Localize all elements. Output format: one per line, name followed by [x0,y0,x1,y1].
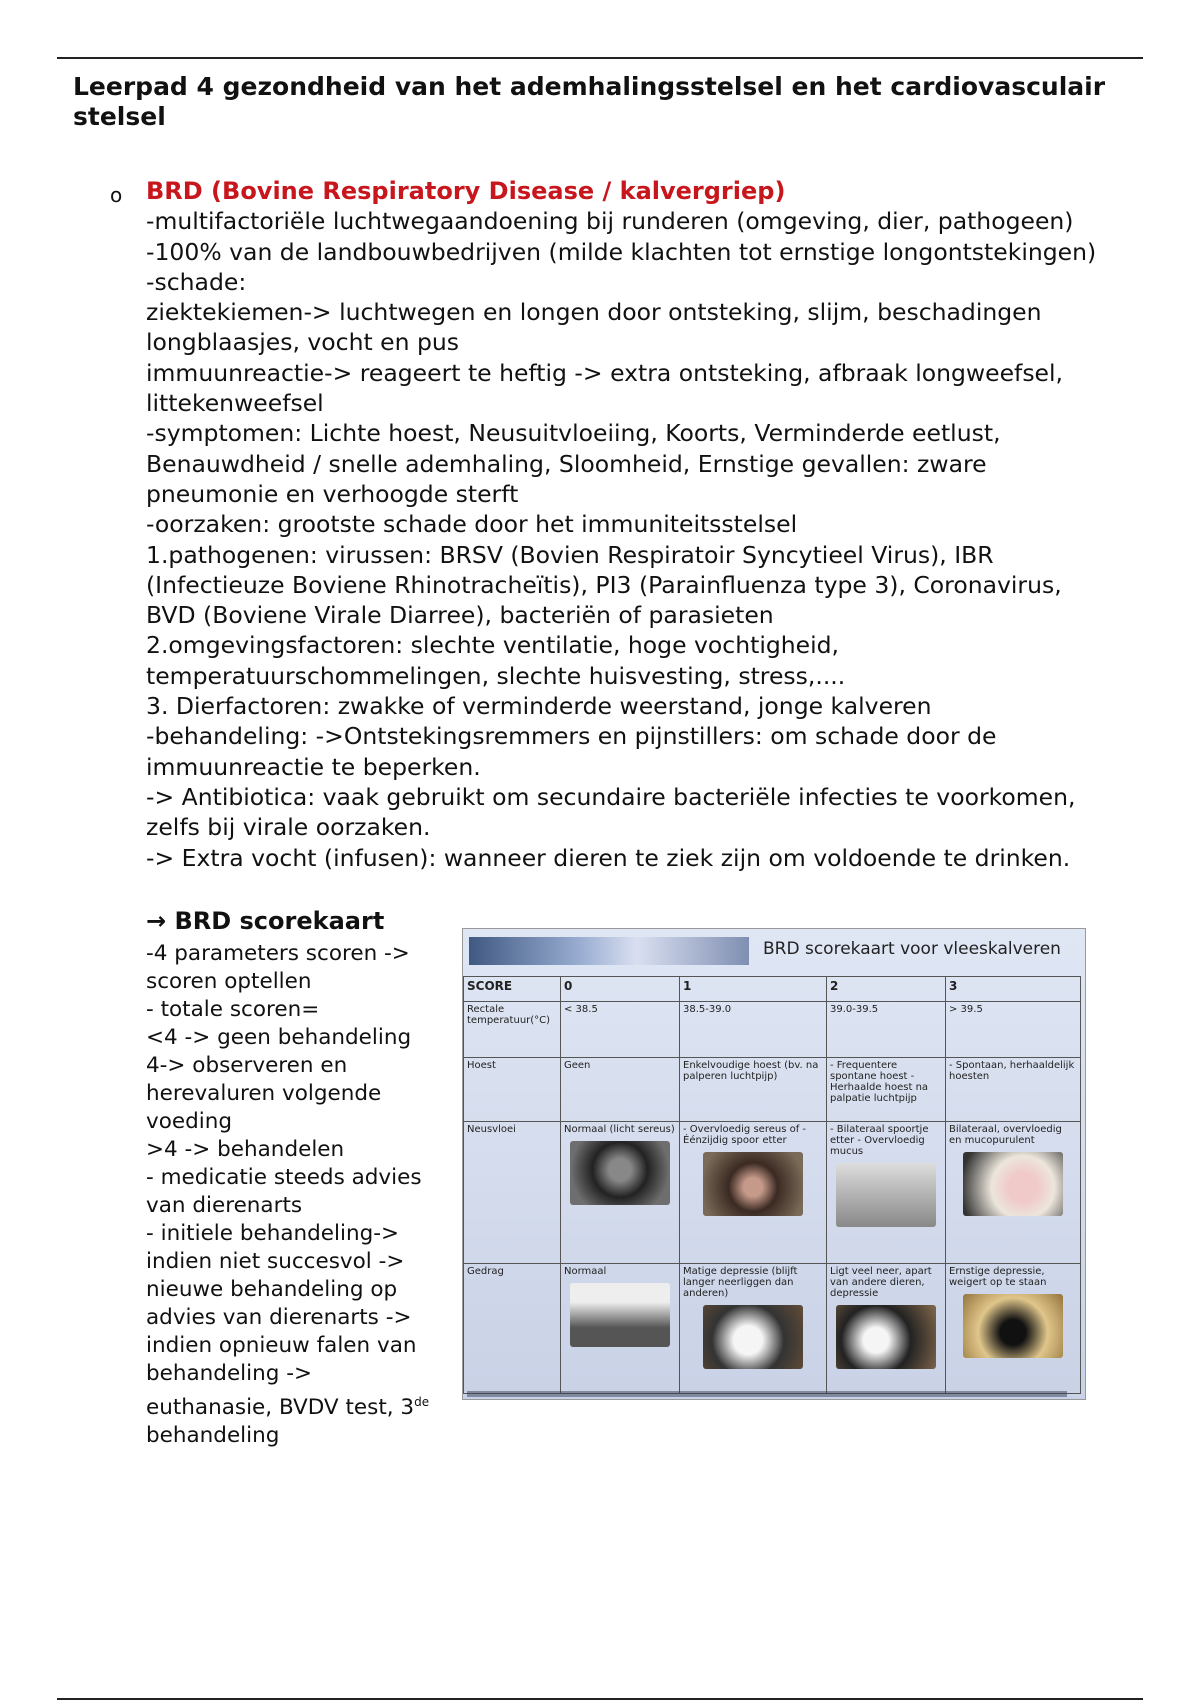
body-line: -oorzaken: grootste schade door het immuniteitsstelsel [146,510,798,539]
body-line: BVD (Boviene Virale Diarree), bacteriën of parasieten [146,601,774,630]
table-header-cell: 2 [827,977,946,1002]
table-header-cell: SCORE [464,977,561,1002]
scorecard-image-header [463,929,1085,973]
table-cell: Normaal [561,1264,680,1394]
logo-banner [469,937,749,965]
calf-photo [963,1294,1063,1358]
table-cell: 38.5-39.0 [680,1002,827,1058]
body-line: -symptomen: Lichte hoest, Neusuitvloeiing, Koorts, Verminderde eetlust, [146,419,1001,448]
table-row-label: Rectale temperatuur(°C) [464,1002,561,1058]
table-row [464,1122,1081,1264]
note-line: indien opnieuw falen van [146,1333,417,1358]
note-line: advies van dierenarts -> [146,1305,412,1330]
superscript: de [414,1395,430,1409]
note-line: -4 parameters scoren -> [146,941,410,966]
table-cell: 39.0-39.5 [827,1002,946,1058]
table-cell: Geen [561,1058,680,1122]
table-row-label: Neusvloei [464,1122,561,1264]
table-row [464,1002,1081,1058]
table-cell: Matige depressie (blijft langer neerliggen dan anderen) [680,1264,827,1394]
body-line: -schade: [146,267,247,296]
body-line: zelfs bij virale oorzaken. [146,813,431,842]
table-row [464,1264,1081,1394]
note-line: - initiele behandeling-> [146,1221,400,1246]
note-line: behandeling [146,1423,280,1449]
table-cell: - Overvloedig sereus of - Éénzijdig spoor etter [680,1122,827,1264]
table-cell: Enkelvoudige hoest (bv. na palperen luchtpijp) [680,1058,827,1122]
section-title: BRD (Bovine Respiratory Disease / kalvergriep) [146,177,786,205]
calf-photo [570,1141,670,1205]
table-row [464,1058,1081,1122]
body-line: -> Extra vocht (infusen): wanneer dieren te ziek zijn om voldoende te drinken. [146,843,1071,872]
note-line: herevaluren volgende [146,1081,382,1106]
body-line: 1.pathogenen: virussen: BRSV (Bovien Respiratoir Syncytieel Virus), IBR [146,540,994,569]
section-body [146,206,1156,873]
note-line: scoren optellen [146,969,312,994]
body-line: -behandeling: ->Ontstekingsremmers en pijnstillers: om schade door de [146,722,997,751]
calf-photo [836,1163,936,1227]
calf-photo [703,1152,803,1216]
table-cell: - Bilateraal spoortje etter - Overvloedig mucus [827,1122,946,1264]
table-row-label: Hoest [464,1058,561,1122]
body-line: (Infectieuze Boviene Rhinotracheïtis), PI3 (Parainfluenza type 3), Coronavirus, [146,570,1062,599]
table-cell: Ernstige depressie, weigert op te staan [946,1264,1081,1394]
note-line: >4 -> behandelen [146,1137,345,1162]
body-line: -100% van de landbouwbedrijven (milde klachten tot ernstige longontstekingen) [146,237,1097,266]
calf-photo [570,1283,670,1347]
note-line: <4 -> geen behandeling [146,1025,412,1050]
table-header-cell: 3 [946,977,1081,1002]
note-line: indien niet succesvol -> [146,1249,405,1274]
scorecard-image-title: BRD scorekaart voor vleeskalveren [763,939,1061,959]
list-bullet: o [110,183,123,207]
scorecard-image [462,928,1086,1400]
body-line: ziektekiemen-> luchtwegen en longen door ontsteking, slijm, beschadingen [146,298,1042,327]
calf-photo [703,1305,803,1369]
body-line: littekenweefsel [146,389,324,418]
note-line: - medicatie steeds advies [146,1165,422,1190]
table-header-row [464,977,1081,1002]
brd-section [146,176,1156,873]
table-cell: Ligt veel neer, apart van andere dieren, depressie [827,1264,946,1394]
table-row-label: Gedrag [464,1264,561,1394]
body-line: temperatuurschommelingen, slechte huisvesting, stress,.... [146,661,846,690]
body-line: immuunreactie te beperken. [146,752,481,781]
note-line: van dierenarts [146,1193,303,1218]
body-line: immuunreactie-> reageert te heftig -> extra ontsteking, afbraak longweefsel, [146,358,1064,387]
scorecard-notes [146,940,446,1450]
table-header-cell: 1 [680,977,827,1002]
table-cell: - Frequentere spontane hoest - Herhaalde hoest na palpatie luchtpijp [827,1058,946,1122]
body-line: pneumonie en verhoogde sterft [146,479,519,508]
body-line: -multifactoriële luchtwegaandoening bij runderen (omgeving, dier, pathogeen) [146,207,1074,236]
table-header-cell: 0 [561,977,680,1002]
body-line: 2.omgevingsfactoren: slechte ventilatie, hoge vochtigheid, [146,631,840,660]
body-line: -> Antibiotica: vaak gebruikt om secundaire bacteriële infecties te voorkomen, [146,782,1076,811]
scorecard-heading: → BRD scorekaart [146,907,385,935]
table-cell: > 39.5 [946,1002,1081,1058]
table-cell: - Spontaan, herhaaldelijk hoesten [946,1058,1081,1122]
body-line: 3. Dierfactoren: zwakke of verminderde weerstand, jonge kalveren [146,692,932,721]
table-cell: Bilateraal, overvloedig en mucopurulent [946,1122,1081,1264]
scorecard-table [463,976,1081,1394]
table-cell: Normaal (licht sereus) [561,1122,680,1264]
table-cell: < 38.5 [561,1002,680,1058]
top-rule [57,57,1143,59]
document-title: Leerpad 4 gezondheid van het ademhalingsstelsel en het cardiovasculair stelsel [73,72,1106,131]
body-line: Benauwdheid / snelle ademhaling, Sloomheid, Ernstige gevallen: zware [146,449,987,478]
note-line: voeding [146,1109,232,1134]
calf-photo [836,1305,936,1369]
calf-photo [963,1152,1063,1216]
note-line: nieuwe behandeling op [146,1277,398,1302]
scorecard-image-footer [467,1391,1067,1397]
note-line: behandeling -> [146,1361,313,1386]
note-line: - totale scoren= [146,997,320,1022]
body-line: longblaasjes, vocht en pus [146,328,460,357]
note-line: euthanasie, BVDV test, 3de [146,1395,430,1421]
note-line: 4-> observeren en [146,1053,348,1078]
